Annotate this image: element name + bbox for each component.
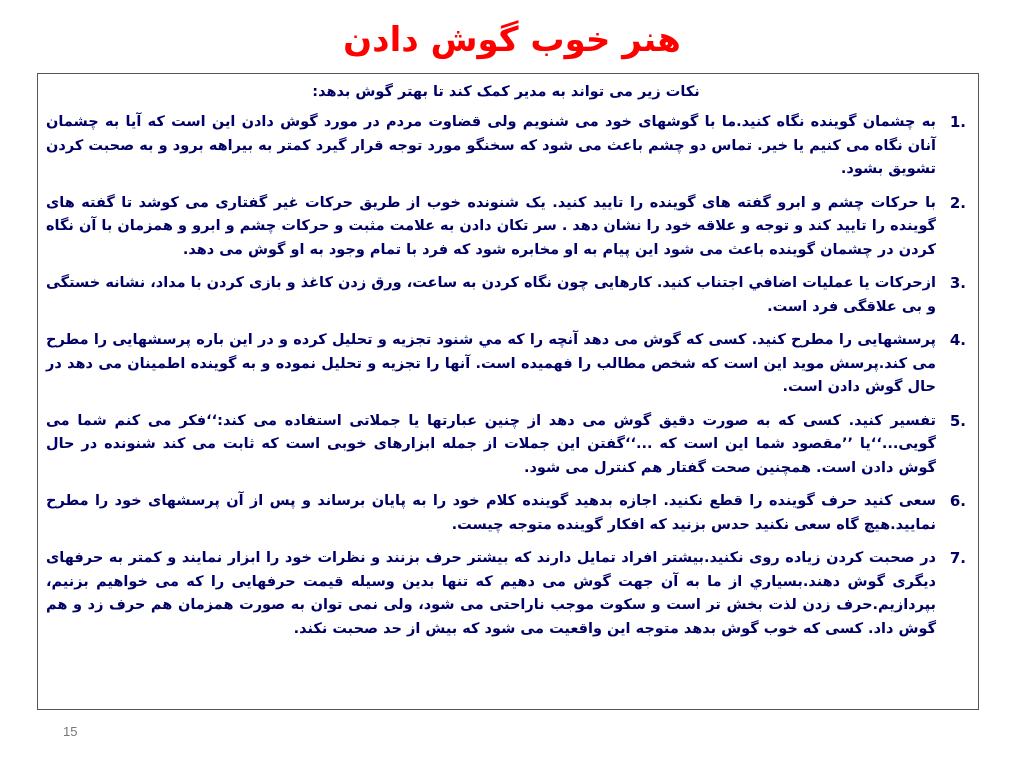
item-text: پرسشهایی را مطرح کنید. کسی که گوش می دهد آنچه را که مي شنود تجزیه و تحلیل کرده و در این باره پرسشهایی را مطرح می کند.پرسش موید این است که شخص مطالب را فهمیده است. آنها را تجزیه و تحلیل نموده و به گوینده اطمینان می دهد در حال گوش دادن است.: [46, 332, 936, 395]
list-item: [46, 410, 966, 481]
item-number: 1.: [949, 113, 966, 131]
item-text: در صحبت کردن زیاده روی نکنید.بیشتر افراد تمایل دارند که بیشتر حرف بزنند و نظرات خود را ابزار نمایند و کمتر به حرفهای دیگری گوش دهند.بسیاري از ما به آن جهت گوش می دهیم که تنها بدین وسیله قیمت حرفهایی را که می خواهیم بزنیم، بپردازیم.حرف زدن لذت بخش تر است و سکوت موجب ناراحتی می شود، ولی نمی توان به صورت همزمان هم حرف زد و هم گوش داد. کسی که خوب گوش بدهد متوجه این واقعیت می شود که بیش از حد صحبت نکند.: [46, 550, 936, 637]
item-number: 4.: [949, 331, 966, 349]
item-text: سعی کنید حرف گوینده را قطع نکنید. اجازه بدهید گوینده کلام خود را به پایان برساند و پس از آن پرسشهای خود را مطرح نمایید.هیچ گاه سعی نکنید حدس بزنید که افکار گوینده متوجه چیست.: [46, 493, 936, 533]
intro-text: نکات زیر می تواند به مدیر کمک کند تا بهتر گوش بدهد:: [312, 84, 700, 100]
list-item: [46, 192, 966, 263]
item-text: با حرکات چشم و ابرو گفته های گوینده را تایید کنید. یک شنونده خوب از طریق حرکات غیر گفتاری می کوشد تا گفته های گوینده را تایید کند و توجه و علاقه خود را نشان دهد . سر تکان دادن به علامت مثبت و حرکات چشم و ابرو و همزمان با آن نگاه کردن در چشمان گوینده باعث می شود این پیام به او مخابره شود که فرد با تمام وجود به او گوش می دهد.: [46, 194, 936, 258]
list-item: [46, 547, 966, 641]
item-text: به چشمان گوینده نگاه کنید.ما با گوشهای خود می شنویم ولی قضاوت مردم در مورد گوش دادن این است که آیا به چشمان آنان نگاه می کنیم یا خیر. تماس دو چشم باعث می شود که سخنگو مورد توجه قرار گیرد کمتر به بیراهه برود و به صحبت کردن تشویق بشود.: [46, 114, 936, 177]
item-text: ازحرکات یا عملیات اضافي اجتناب كنيد. کارهایی چون نگاه کردن به ساعت، ورق زدن کاغذ و بازی کردن با مداد، نشانه خستگی و بی علاقگی فرد است.: [46, 275, 936, 315]
item-number: 6.: [949, 492, 966, 510]
list-item: [46, 490, 966, 537]
list-item: [46, 111, 966, 182]
item-number: 5.: [949, 411, 966, 430]
item-text: تفسیر کنید. کسی که به صورت دقیق گوش می دهد از چنین عبارتها یا جملاتی استفاده می کند:‘‘فکر می کنم شما می گویی...‘‘یا ’’مقصود شما این است که ...‘‘گفتن این جملات از جمله ابزارهای خوبی است که ثابت می کند شنونده در حال گوش دادن است. همچنین صحت گفتار هم کنترل می شود.: [46, 412, 936, 476]
item-number: 7.: [949, 549, 966, 567]
list-item: [46, 272, 966, 319]
page-number: 15: [63, 724, 78, 739]
content-box: [37, 73, 979, 710]
item-number: 3.: [949, 274, 966, 292]
item-number: 2.: [949, 193, 966, 212]
list-item: [46, 329, 966, 400]
tips-list: [46, 111, 966, 641]
slide-title: هنر خوب گوش دادن: [343, 20, 681, 60]
